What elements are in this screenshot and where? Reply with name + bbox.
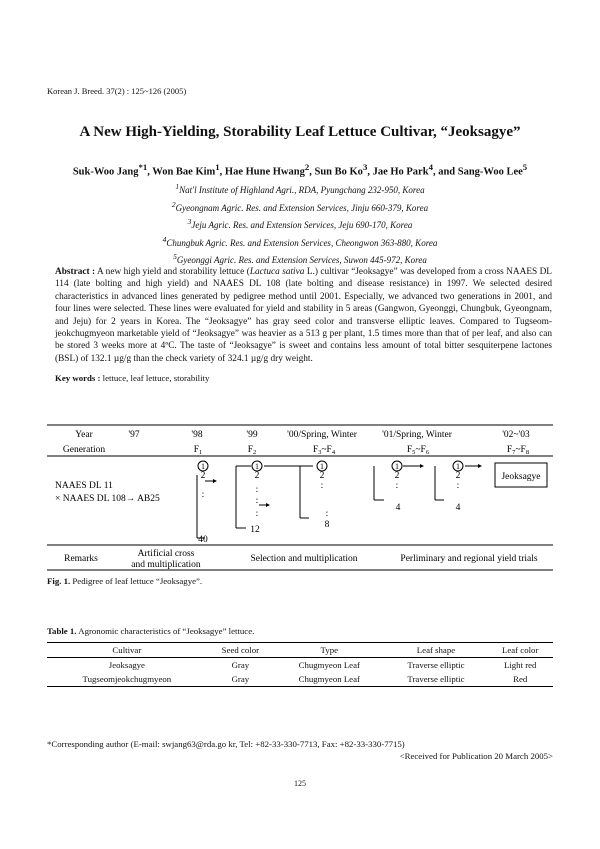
table-row [47, 672, 553, 687]
circle-number: 1 [456, 462, 460, 471]
circle-marker [252, 461, 262, 471]
affiliation-text: Gyeonggi Agric. Res. and Extension Services, Suwon 445-972, Korea [176, 255, 427, 266]
table-caption-text: Agronomic characteristics of “Jeoksagye” lettuce. [76, 626, 255, 636]
line-number: 4 [455, 503, 461, 513]
circle-number: 1 [320, 462, 324, 471]
species-name: Lactuca sativa [249, 267, 305, 277]
affiliation [0, 215, 600, 233]
arrowhead [420, 464, 424, 468]
remark-trials: Perliminary and regional yield trials [400, 554, 538, 564]
table-cell: Red [487, 672, 553, 687]
fig-year: '98 [191, 430, 203, 440]
author: Hae Hune Hwang [224, 166, 305, 178]
table-header: Leaf color [487, 643, 553, 658]
line-number: 2 [254, 471, 260, 481]
circle-number: 1 [255, 462, 259, 471]
author-sup: 3 [362, 162, 368, 172]
affiliation-text: Gyeongnam Agric. Res. and Extension Services, Jinju 660-379, Korea [175, 202, 429, 213]
paper-title: A New High-Yielding, Storability Leaf Lettuce Cultivar, “Jeoksagye” [79, 124, 521, 140]
table-header: Seed color [207, 643, 274, 658]
fig-head-generation: Generation [62, 445, 106, 455]
dots: : [255, 485, 259, 495]
line-number: 8 [324, 520, 330, 530]
author-sup: *1 [138, 162, 148, 172]
table-caption-label: Table 1. [47, 626, 77, 636]
author: Suk-Woo Jang [72, 166, 139, 178]
author-sup: 5 [522, 162, 528, 172]
affiliation-text: Jeju Agric. Res. and Extension Services, Jeju 690-170, Korea [191, 220, 413, 231]
fig-generation: $F_7\sim F_8$ [506, 445, 530, 456]
author: Sun Bo Ko [314, 166, 363, 178]
table-caption [47, 626, 254, 636]
author: Won Bae Kim [152, 166, 216, 178]
fig-head-year: Year [75, 430, 93, 440]
table-cell: Jeoksagye [108, 660, 145, 670]
figure-caption [47, 576, 202, 586]
affiliation-text: Chungbuk Agric. Res. and Extension Services, Cheongwon 363-880, Korea [166, 237, 438, 248]
author-sup: 1 [215, 162, 220, 172]
table-header: Cultivar [47, 643, 207, 658]
abstract-text: L.) cultivar “Jeoksagye” was developed from a cross NAAES DL 114 (late bolting and high yield) and NAAES DL 108 (late bolting and disease resistance) in 1997. We selected desired characteristics in advanced lines generated by pedigree method until 2001. Especially, we advanced two generations in 2001, and four lines were selected. These lines were evaluated for yield and stability in 5 areas (Gangwon, Gyeonggi, Chungbuk, Gyeongnam, and Jeju) for 2 years in Korea. The “Jeoksagye” has gray seed color and transverse elliptic leaves. Compared to Tugseom-jeokchugmyeon marketable yield of “Jeoksagye” was heavier as a 513 g per plant, 1.5 times more than that of per leaf, and also can be stored 3 weeks more at 4ºC. The taste of “Jeoksagye” is sweet and contains less amount of total bitter sesquiterpene lactones (BSL) of 132.1 µg/g than the check variety of 324.1 µg/g dry weight. [55, 267, 552, 364]
arrowhead [213, 479, 217, 483]
fig-generation: $F_5\sim F_6$ [406, 445, 430, 456]
table-cell: Chugmyeon Leaf [274, 672, 385, 687]
table-cell: Chugmyeon Leaf [298, 660, 360, 670]
circle-number: 1 [395, 462, 399, 471]
remarks-label: Remarks [64, 554, 98, 564]
circle-marker [453, 461, 463, 471]
dots: : [255, 496, 259, 506]
line-number: 4 [395, 503, 401, 513]
dots: : [320, 481, 324, 491]
agronomic-table [47, 642, 553, 687]
affiliation [0, 180, 600, 198]
journal-reference: Korean J. Breed. 37(2) : 125~126 (2005) [47, 86, 187, 96]
fig-year: '99 [246, 430, 258, 440]
line-number: 40 [198, 535, 208, 545]
fig-year: '02~'03 [502, 430, 530, 440]
abstract-text: A new high yield and storability lettuce ( [95, 267, 250, 277]
author-list: Suk-Woo Jang$^{*1}$, Won Bae Kim$^1$, Hae Hune Hwang$^2$, Sun Bo Ko$^3$, Jae Ho Park$^4$, and Sang-Woo Lee$^5$ [72, 162, 528, 178]
keywords-label: Key words : [55, 373, 101, 383]
line-number: 2 [394, 471, 400, 481]
dots: : [395, 481, 399, 491]
line-number: 2 [455, 471, 461, 481]
fig-year: '97 [128, 430, 140, 440]
table-cell: Tugseomjeokchugmyeon [47, 672, 207, 687]
circle-marker [198, 461, 208, 471]
dots: : [456, 481, 460, 491]
table-row [47, 658, 553, 673]
circle-number: 1 [201, 462, 205, 471]
affiliation [0, 233, 600, 251]
table-cell: Gray [231, 660, 250, 670]
line-number: 2 [200, 471, 206, 481]
arrowhead [478, 464, 482, 468]
author: and Sang-Woo Lee [438, 166, 523, 178]
affiliation-num: 2 [171, 199, 176, 209]
cross-parent-line1: NAAES DL 11 [55, 481, 113, 491]
affiliation-list [0, 180, 600, 268]
keywords-text: lettuce, leaf lettuce, storability [100, 373, 210, 383]
fig-year: '01/Spring, Winter [382, 430, 452, 440]
circle-marker [317, 461, 327, 471]
remark-cross: Artificial cross [137, 549, 195, 559]
keywords [55, 373, 209, 383]
final-cultivar-label: Jeoksagye [501, 472, 541, 482]
received-date: <Received for Publication 20 March 2005> [399, 751, 553, 761]
fig-generation: $F_3\sim F_4$ [312, 445, 336, 456]
figure-caption-text: Pedigree of leaf lettuce “Jeoksagye”. [70, 576, 203, 586]
dots: : [201, 490, 205, 500]
page-number: 125 [294, 779, 306, 788]
table-cell: Gray [207, 672, 274, 687]
figure-caption-label: Fig. 1. [47, 576, 71, 586]
dots: : [255, 509, 259, 519]
table-header-row [47, 643, 553, 658]
affiliation-num: 5 [173, 252, 177, 262]
fig-year: '00/Spring, Winter [287, 430, 357, 440]
line-number: 12 [250, 525, 260, 535]
author: Jae Ho Park [372, 166, 429, 178]
author-sup: 2 [304, 162, 310, 172]
remark-cross: and multiplication [131, 560, 201, 570]
arrowhead [266, 503, 270, 507]
remark-selection: Selection and multiplication [250, 554, 358, 564]
dots: : [325, 509, 329, 519]
circle-marker [392, 461, 402, 471]
corresponding-author-footnote: *Corresponding author (E-mail: swjang63@rda.go kr, Tel: +82-33-330-7713, Fax: +82-33-330-7715) [47, 739, 405, 749]
final-cultivar-box [495, 463, 547, 487]
author-sup: 4 [428, 162, 433, 172]
line-number: 2 [319, 471, 325, 481]
table-cell: Traverse elliptic [385, 672, 488, 687]
fig-generation: $F_2$ [247, 445, 257, 456]
table-header: Type [274, 643, 385, 658]
fig-generation: $F_1$ [193, 445, 203, 456]
affiliation [0, 198, 600, 216]
table-header: Leaf shape [385, 643, 488, 658]
affiliation-text: Nat'l Institute of Highland Agri., RDA, Pyungchang 232-950, Korea [179, 185, 425, 195]
table-cell: Light red [503, 660, 537, 670]
affiliation-num: 4 [162, 234, 167, 244]
affiliation-num: 1 [175, 182, 180, 191]
table-cell: Traverse elliptic [407, 660, 465, 670]
cross-parent-line2: × NAAES DL 108→ AB25 [55, 494, 160, 504]
affiliation-num: 3 [187, 217, 192, 227]
abstract-label: Abstract : [55, 267, 96, 277]
abstract [55, 266, 552, 365]
